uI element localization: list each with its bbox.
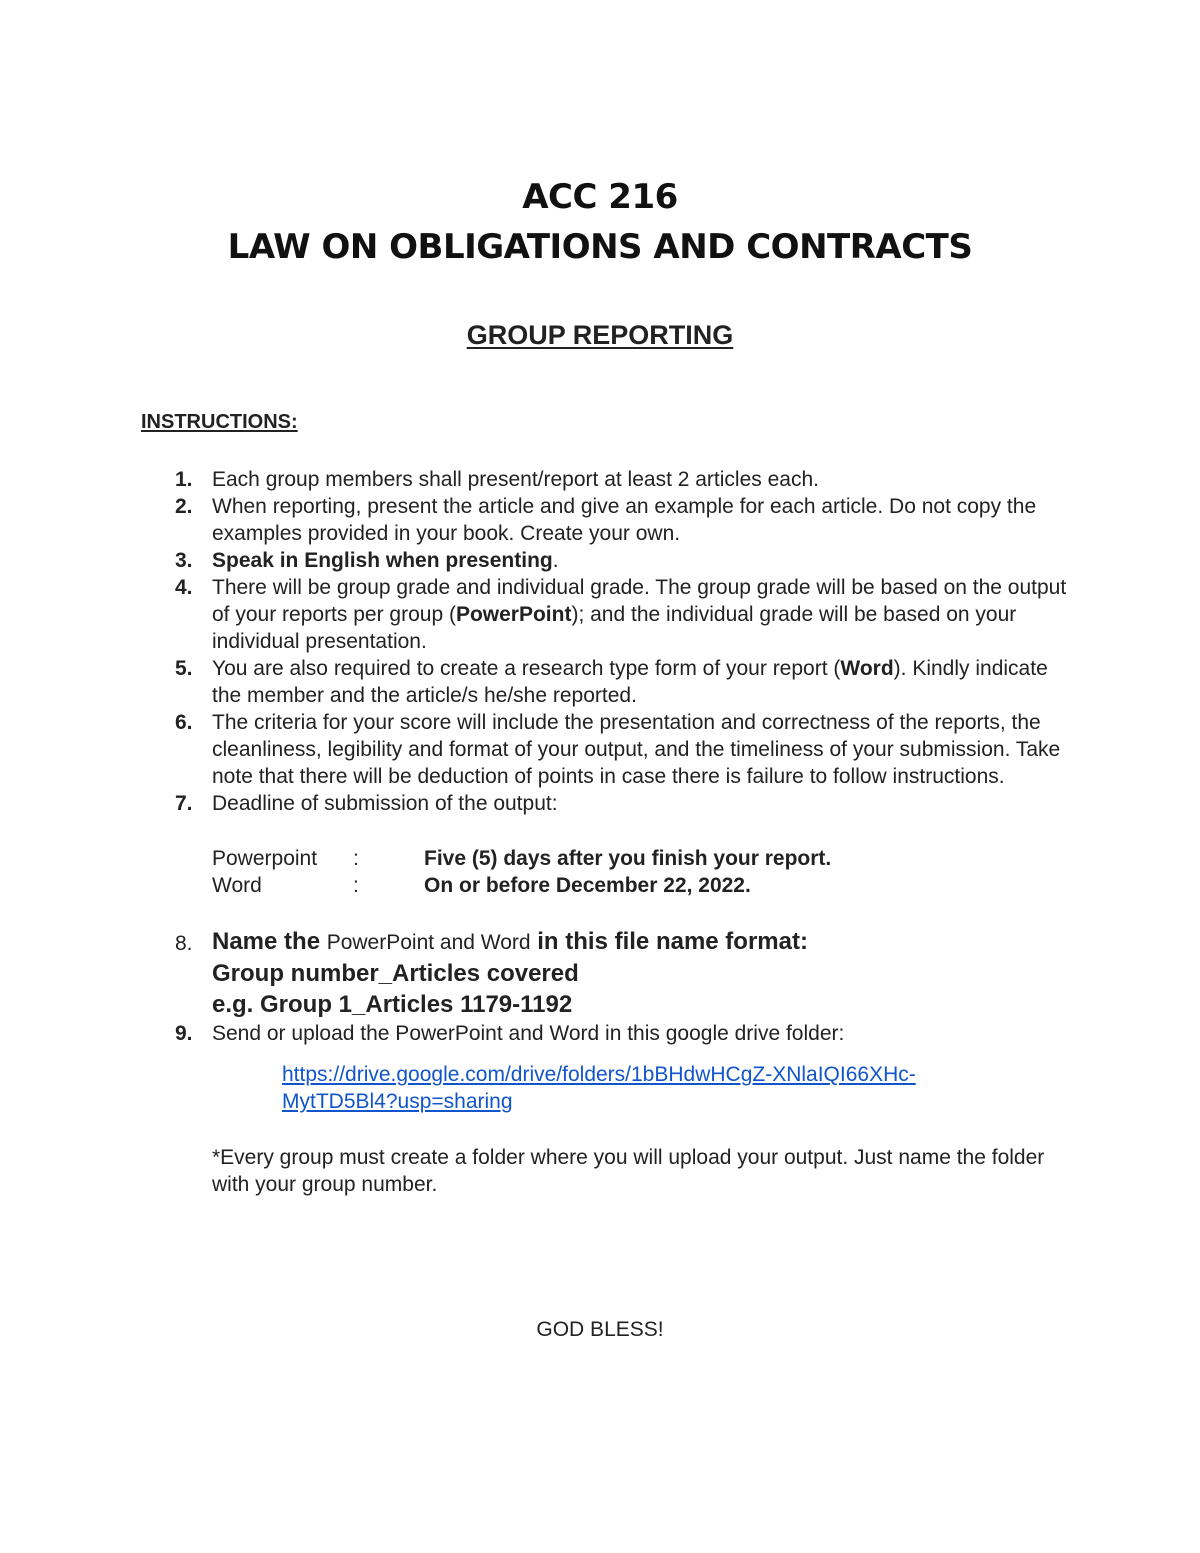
item-number: 4. xyxy=(175,576,193,599)
deadline-value: On or before December 22, 2022. xyxy=(424,874,751,897)
item-text-bold: in this file name format: xyxy=(530,928,808,955)
list-item xyxy=(141,493,1071,547)
deadline-label: Powerpoint xyxy=(212,847,318,870)
item-text-after: ); and the individual grade will be based on your individual presentation. xyxy=(212,603,1017,653)
drive-folder-link[interactable] xyxy=(282,1063,916,1113)
item-number: 9. xyxy=(175,1022,193,1045)
course-code: ACC 216 xyxy=(522,177,678,217)
item-text-before: There will be group grade and individual grade. The group grade will be based on the output of your reports per group ( xyxy=(212,576,1067,626)
item-text: The criteria for your score will include the presentation and correctness of the reports, the cleanliness, legibility and format of your output, and the timeliness of your submission. Take note that there will be deduction of points in case there is failure to follow instructions. xyxy=(212,711,1061,788)
item-text-bold: Name the xyxy=(212,928,327,955)
instructions-list xyxy=(141,466,1071,1198)
list-item xyxy=(141,790,1071,817)
closing-text: GOD BLESS! xyxy=(536,1318,664,1341)
deadline-value: Five (5) days after you finish your report. xyxy=(424,847,832,870)
list-item xyxy=(141,547,1071,574)
spacer xyxy=(141,899,1071,926)
list-item xyxy=(141,1020,1071,1047)
file-name-example: e.g. Group 1_Articles 1179-1192 xyxy=(212,991,573,1018)
item-text-bold: Word xyxy=(840,657,894,680)
instructions-heading: INSTRUCTIONS: xyxy=(141,411,298,433)
deadline-row-word xyxy=(141,872,1071,899)
item-number: 7. xyxy=(175,792,193,815)
link-line: MytTD5Bl4?usp=sharing xyxy=(282,1090,513,1113)
link-line: https://drive.google.com/drive/folders/1bBHdwHCgZ-XNlaIQI66XHc- xyxy=(282,1063,916,1086)
drive-link-block xyxy=(141,1061,1071,1115)
deadline-separator: : xyxy=(353,847,359,870)
item-text-bold: Speak in English when presenting xyxy=(212,549,553,572)
list-item xyxy=(141,926,1071,1020)
item-text: Send or upload the PowerPoint and Word in this google drive folder: xyxy=(212,1022,845,1045)
deadline-label: Word xyxy=(212,874,262,897)
item-number: 5. xyxy=(175,657,193,680)
deadline-row-powerpoint xyxy=(141,845,1071,872)
list-item xyxy=(141,466,1071,493)
course-title: LAW ON OBLIGATIONS AND CONTRACTS xyxy=(227,227,973,267)
document-subtitle: GROUP REPORTING xyxy=(466,320,734,350)
folder-note: *Every group must create a folder where you will upload your output. Just name the folder with your group number. xyxy=(212,1146,1045,1196)
spacer xyxy=(141,817,1071,845)
item-text-plain: PowerPoint and Word xyxy=(326,931,531,954)
item-text: Each group members shall present/report at least 2 articles each. xyxy=(212,468,819,491)
item-text-line xyxy=(212,926,1071,958)
item-number: 2. xyxy=(175,495,193,518)
item-text: Deadline of submission of the output: xyxy=(212,792,558,815)
item-text: When reporting, present the article and give an example for each article. Do not copy the examples provided in your book. Create your own. xyxy=(212,495,1037,545)
document-title xyxy=(0,172,1200,272)
item-text-bold: PowerPoint xyxy=(455,603,572,626)
item-number: 1. xyxy=(175,468,193,491)
item-number: 6. xyxy=(175,711,193,734)
item-text-before: You are also required to create a research type form of your report ( xyxy=(212,657,841,680)
list-item xyxy=(141,655,1071,709)
item-number: 3. xyxy=(175,549,193,572)
list-item xyxy=(141,709,1071,790)
item-number: 8. xyxy=(175,932,193,955)
deadline-separator: : xyxy=(353,874,359,897)
file-name-format: Group number_Articles covered xyxy=(212,960,579,987)
list-item xyxy=(141,574,1071,655)
item-text-after: ). Kindly indicate the member and the article/s he/she reported. xyxy=(212,657,1048,707)
item-text-after: . xyxy=(552,549,559,572)
